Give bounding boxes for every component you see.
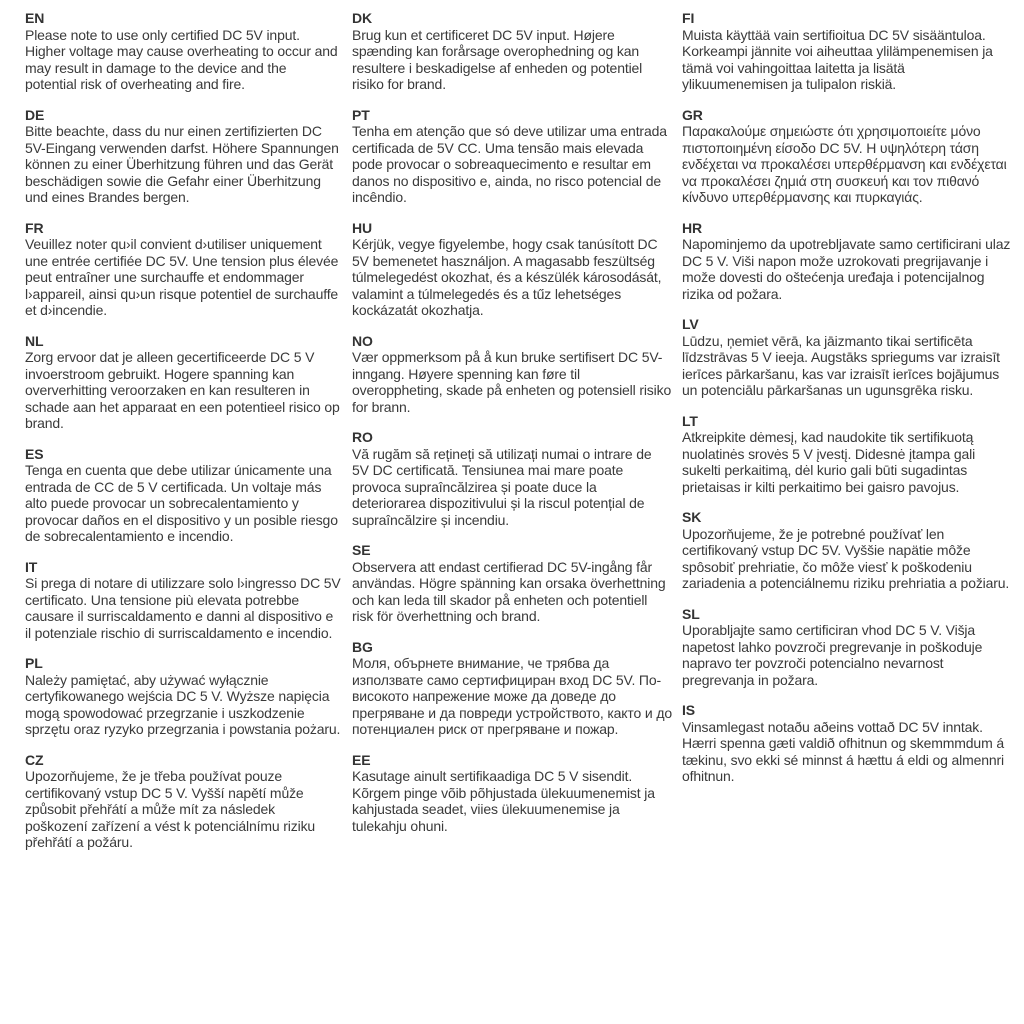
- section-de: [25, 107, 341, 206]
- language-code-pt: PT: [352, 106, 370, 123]
- notice-text-cz: Upozorňujeme, že je třeba používat pouze certifikovaný vstup DC 5 V. Vyšší napětí může způsobit přehřátí a může mít za následek poškození zařízení a vést k potenciálnímu riziku přehřátí a požáru.: [25, 768, 316, 850]
- language-code-se: SE: [352, 542, 371, 558]
- notice-text-lt: Atkreipkite dėmesį, kad naudokite tik sertifikuotą nuolatinės srovės 5 V įvestį. Didesnė įtampa gali sukelti perkaitimą, dėl kurio gali būti sugadintas prietaisas ir kilti perkaitimo bei gaisro pavojus.: [682, 429, 976, 495]
- section-en: [25, 10, 341, 93]
- column-1: [25, 10, 341, 865]
- notice-text-pl: Należy pamiętać, aby używać wyłącznie certyfikowanego wejścia DC 5 V. Wyższe napięcia mogą spowodować przegrzanie i uszkodzenie sprzętu oraz ryzyko przegrzania i powstania pożaru.: [25, 671, 341, 737]
- notice-text-nl: Zorg ervoor dat je alleen gecertificeerde DC 5 V invoerstroom gebruikt. Hogere spanning kan oververhitting veroorzaken en kan resulteren in schade aan het apparaat en een potentieel risico op brand.: [25, 349, 340, 431]
- notice-text-it: Si prega di notare di utilizzare solo l›ingresso DC 5V certificato. Una tensione più elevata potrebbe causare il surriscaldamento e danni al dispositivo e il potenziale rischio di surriscaldamento e incendio.: [25, 575, 341, 641]
- notice-text-hu: Kérjük, vegye figyelembe, hogy csak tanúsított DC 5V bemenetet használjon. A magasabb feszültség túlmelegedést okozhat, és a készülék károsodását, valamint a túlmelegedés és a tűz lehetséges kockázatát okozhatja.: [352, 236, 662, 318]
- language-code-es: ES: [25, 445, 44, 462]
- notice-text-ro: Vă rugăm să rețineți să utilizați numai o intrare de 5V DC certificată. Tensiunea mai mare poate provoca supraîncălzirea și poate duce la deteriorarea dispozitivului și la riscul potențial de supraîncălzire și incendiu.: [352, 445, 652, 528]
- language-code-hr: HR: [682, 219, 703, 236]
- section-sk: [682, 509, 1012, 592]
- section-cz: [25, 752, 341, 851]
- language-code-it: IT: [25, 558, 38, 575]
- section-pl: [25, 655, 341, 738]
- section-lv: [682, 316, 1012, 399]
- section-ro: [352, 429, 672, 528]
- section-it: [25, 559, 341, 642]
- language-code-bg: BG: [352, 638, 373, 655]
- notice-text-de: Bitte beachte, dass du nur einen zertifizierten DC 5V-Eingang verwenden darfst. Höhere Spannungen können zu einer Überhitzung führen und das Gerät beschädigen sowie die Gefahr einer Überhitzung und eines Brandes bergen.: [25, 123, 339, 205]
- language-code-fi: FI: [682, 10, 695, 26]
- notice-text-is: Vinsamlegast notaðu aðeins vottað DC 5V inntak. Hærri spenna gæti valdið ofhitnun og skemmmdum á tækinu, svo ekki sé minnst á hættu á eldi og almennri ofhitnun.: [682, 718, 1004, 784]
- notice-text-ee: Kasutage ainult sertifikaadiga DC 5 V sisendit. Kõrgem pinge võib põhjustada ülekuumenemist ja kahjustada seadet, viies ülekuumenemise ja tulekahju ohuni.: [352, 768, 655, 834]
- language-code-is: IS: [682, 702, 696, 718]
- language-code-de: DE: [25, 106, 45, 123]
- language-code-lv: LV: [682, 316, 699, 332]
- language-code-sk: SK: [682, 509, 702, 525]
- section-lt: [682, 413, 1012, 496]
- notice-text-sk: Upozorňujeme, že je potrebné používať len certifikovaný vstup DC 5V. Vyššie napätie môže spôsobiť prehriatie, čo môže viesť k poškodeniu zariadenia a potenciálnemu riziku prehriatia a požiaru.: [682, 525, 1010, 591]
- notice-text-fr: Veuillez noter qu›il convient d›utiliser uniquement une entrée certifiée DC 5V. Une tension plus élevée peut entraîner une surchauffe et endommager l›appareil, ainsi qu›un risque potentiel de surchauffe et d›incendie.: [25, 236, 339, 318]
- section-bg: [352, 639, 672, 738]
- language-code-en: EN: [25, 10, 45, 26]
- language-code-ee: EE: [352, 751, 371, 768]
- section-is: [682, 702, 1012, 785]
- notice-text-pt: Tenha em atenção que só deve utilizar uma entrada certificada de 5V CC. Uma tensão mais elevada pode provocar o sobreaquecimento e resultar em danos no dispositivo e, ainda, no risco potencial de incêndio.: [352, 123, 667, 205]
- section-no: [352, 333, 672, 416]
- section-nl: [25, 333, 341, 432]
- notice-text-dk: Brug kun et certificeret DC 5V input. Højere spænding kan forårsage overophedning og kan resultere i beskadigelse af enheden og potentiel risiko for brand.: [352, 26, 643, 92]
- notice-text-bg: Моля, обърнете внимание, че трябва да използвате само сертифициран вход DC 5V. По-високото напрежение може да доведе до прегряване и да повреди устройството, както и до потенциален риск от прегряване и пожар.: [352, 655, 672, 737]
- section-es: [25, 446, 341, 545]
- section-hu: [352, 220, 672, 319]
- notice-text-fi: Muista käyttää vain sertifioitua DC 5V sisääntuloa. Korkeampi jännite voi aiheuttaa ylilämpenemisen ja tämä voi vahingoittaa laitetta ja lisätä ylikuumenemisen ja tulipalon riskiä.: [682, 26, 993, 92]
- language-code-hu: HU: [352, 219, 373, 236]
- section-fi: [682, 10, 1012, 93]
- section-hr: [682, 220, 1012, 303]
- section-fr: [25, 220, 341, 319]
- language-code-gr: GR: [682, 106, 703, 123]
- notice-text-gr: Παρακαλούμε σημειώστε ότι χρησιμοποιείτε μόνο πιστοποιημένη είσοδο DC 5V. Η υψηλότερη τάση ενδέχεται να προκαλέσει υπερθέρμανση και ενδέχεται να προκαλέσει ζημιά στη συσκευή και τον πιθανό κίνδυνο υπερθέρμανσης και πυρκαγιάς.: [682, 123, 1007, 205]
- notice-text-en: Please note to use only certified DC 5V input. Higher voltage may cause overheating to occur and may result in damage to the device and the potential risk of overheating and fire.: [25, 26, 338, 92]
- section-pt: [352, 107, 672, 206]
- language-code-dk: DK: [352, 10, 373, 26]
- language-code-no: NO: [352, 332, 373, 349]
- notice-text-es: Tenga en cuenta que debe utilizar únicamente una entrada de CC de 5 V certificada. Un voltaje más alto puede provocar un sobrecalentamiento y provocar daños en el dispositivo y un posible riesgo de sobrecalentamiento e incendio.: [25, 462, 338, 544]
- notice-text-se: Observera att endast certifierad DC 5V-ingång får användas. Högre spänning kan orsaka överhettning och kan leda till skador på enheten och potentiell risk för överhettning och brand.: [352, 558, 666, 624]
- language-code-nl: NL: [25, 332, 44, 349]
- column-3: [682, 10, 1012, 799]
- section-se: [352, 542, 672, 625]
- language-code-sl: SL: [682, 605, 700, 622]
- notice-text-hr: Napominjemo da upotrebljavate samo certificirani ulaz DC 5 V. Viši napon može uzrokovati pregrijavanje i može dovesti do oštećenja uređaja i potencijalnog rizika od požara.: [682, 236, 1011, 302]
- section-dk: [352, 10, 672, 93]
- section-gr: [682, 107, 1012, 206]
- section-sl: [682, 606, 1012, 689]
- language-code-fr: FR: [25, 219, 44, 236]
- language-code-pl: PL: [25, 655, 43, 671]
- section-ee: [352, 752, 672, 835]
- column-2: [352, 10, 672, 848]
- language-code-ro: RO: [352, 429, 373, 445]
- notice-text-sl: Uporabljajte samo certificiran vhod DC 5 V. Višja napetost lahko povzroči pregrevanje in poškoduje napravo ter povzroči potencialno nevarnost pregrevanja in požara.: [682, 622, 983, 688]
- language-code-lt: LT: [682, 412, 698, 429]
- notice-text-lv: Lūdzu, ņemiet vērā, ka jāizmanto tikai sertificēta līdzstrāvas 5 V ieeja. Augstāks spriegums var izraisīt ierīces pārkaršanu, kas var izraisīt ierīces bojājumus un potenciālu pārkaršanas un ugunsgrēka risku.: [682, 332, 1000, 398]
- notice-text-no: Vær oppmerksom på å kun bruke sertifisert DC 5V-inngang. Høyere spenning kan føre til overoppheting, skade på enheten og potensiell risiko for brann.: [352, 349, 672, 415]
- language-code-cz: CZ: [25, 751, 44, 768]
